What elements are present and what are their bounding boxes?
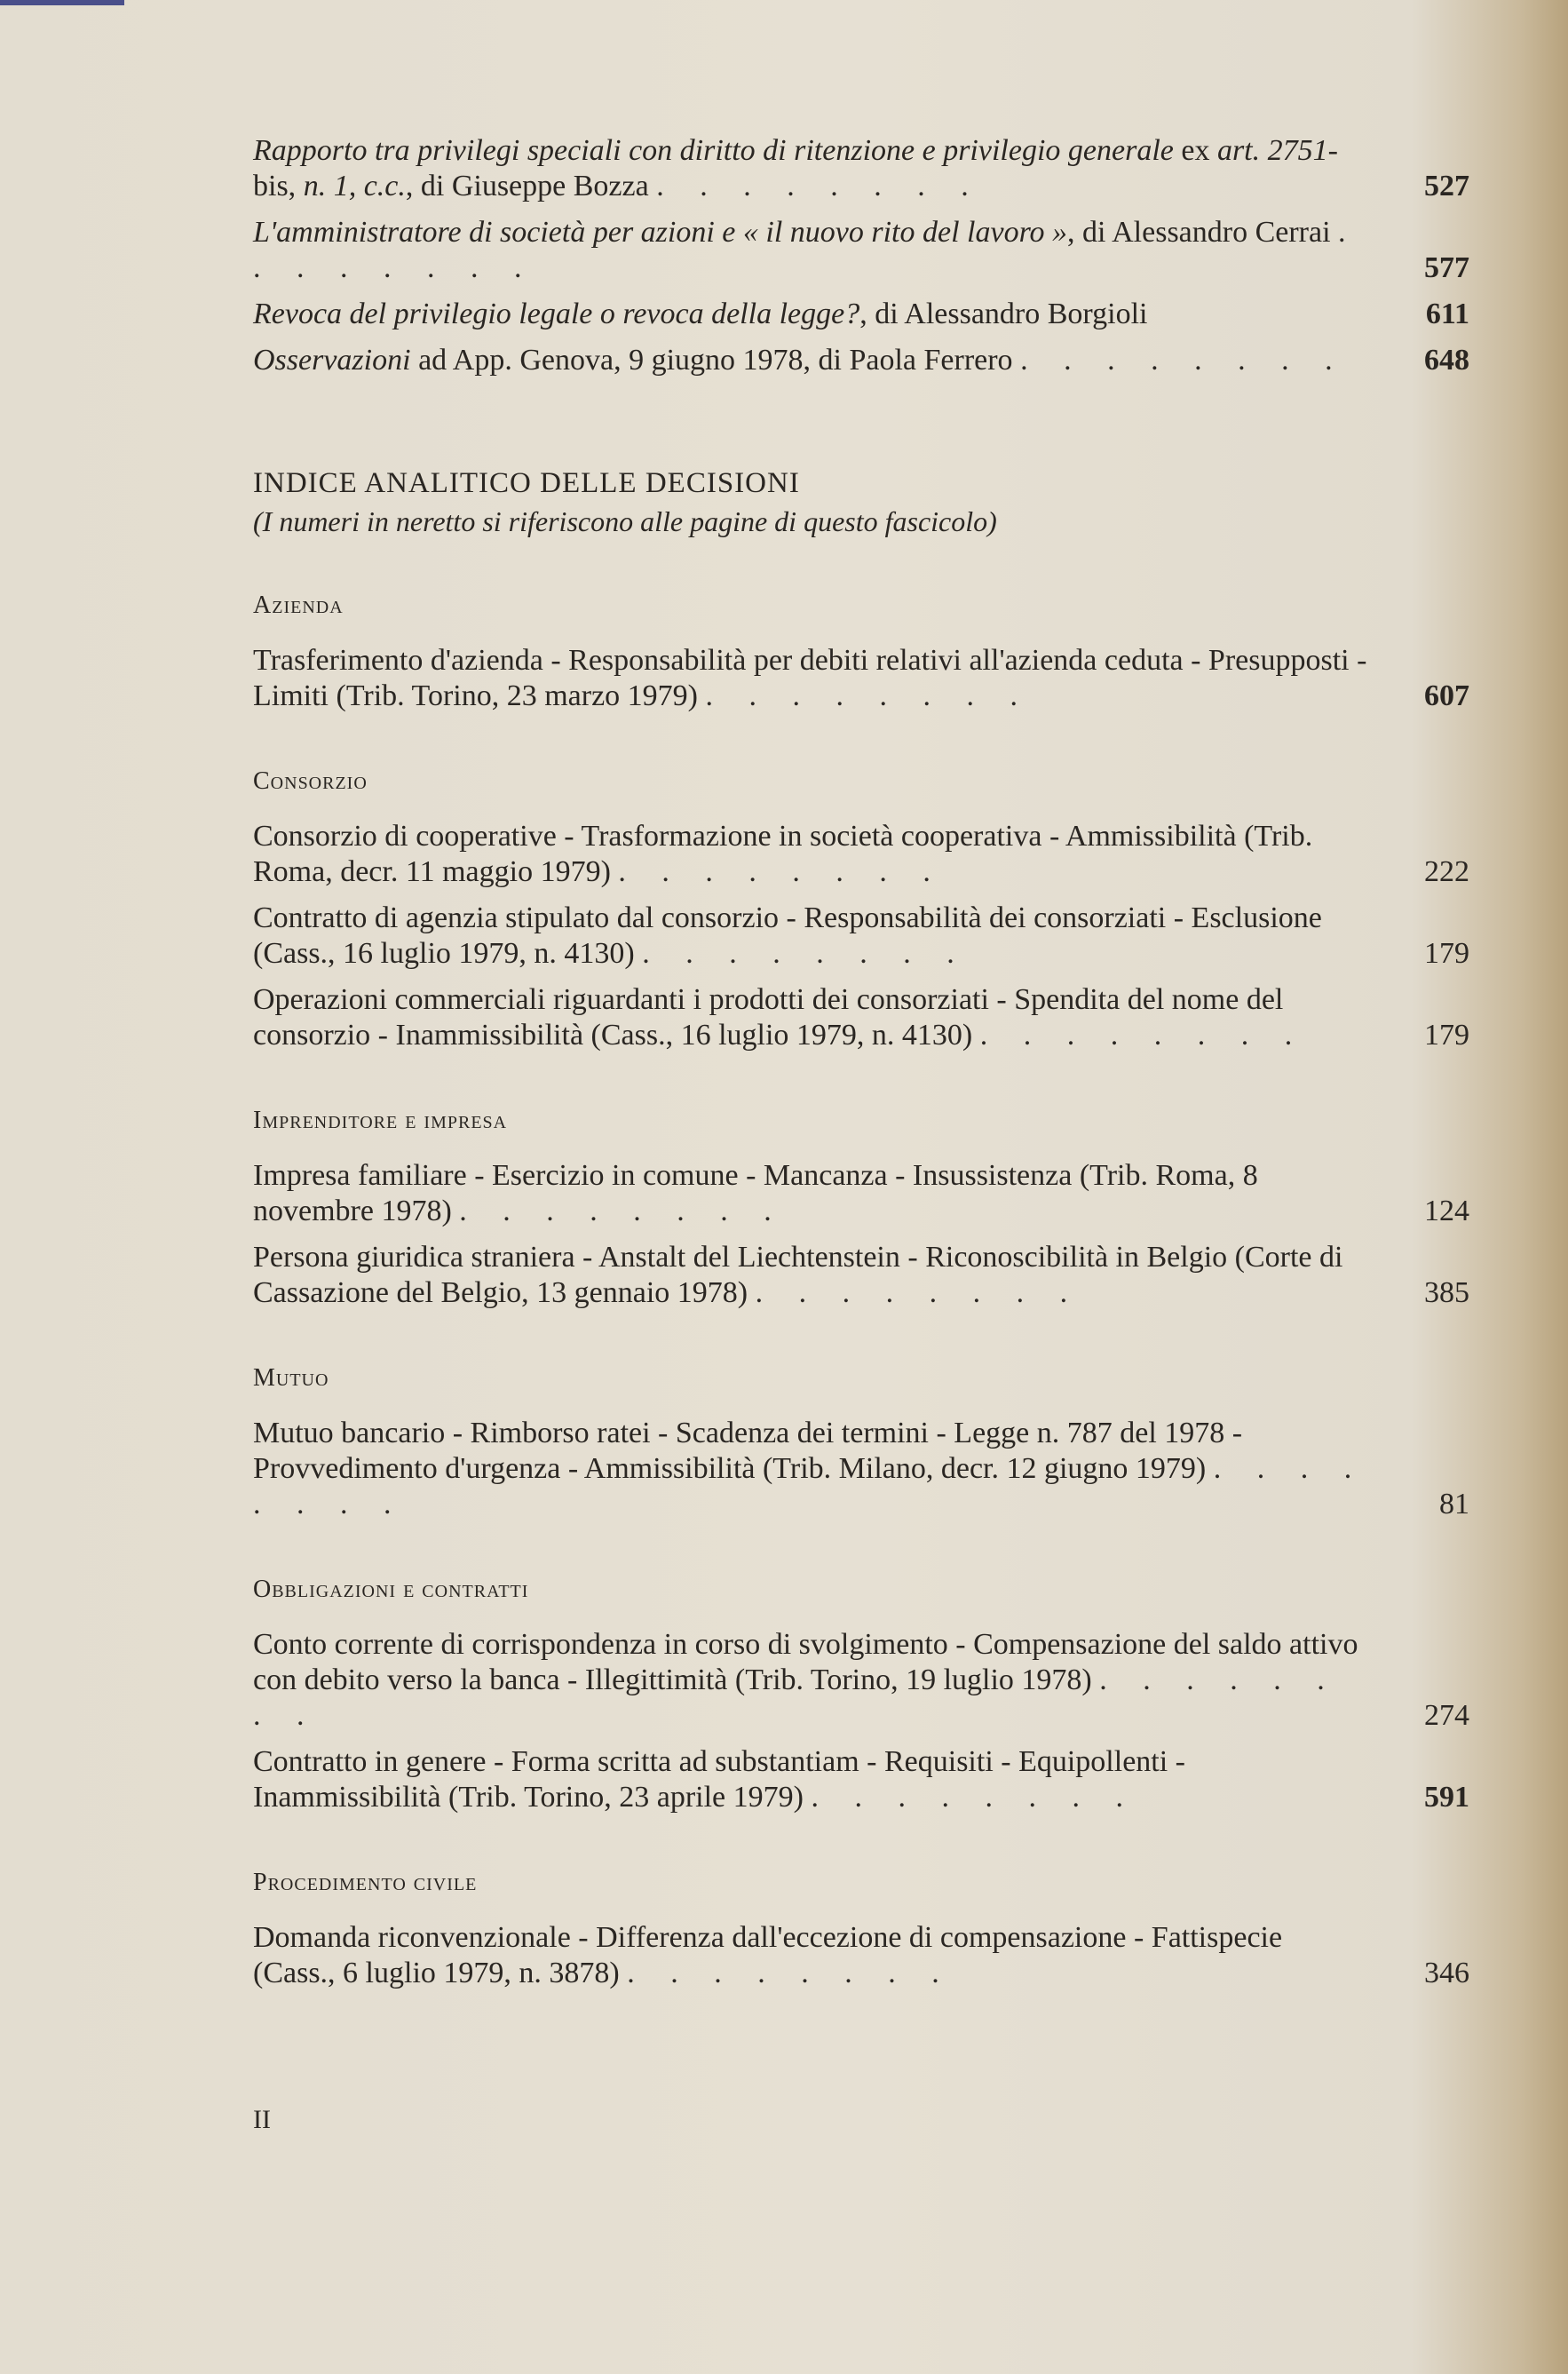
leader-dots: . . . . . . . . bbox=[705, 679, 1032, 712]
leader-dots: . . . . . . . . bbox=[253, 1663, 1339, 1732]
index-entry bbox=[253, 1158, 1469, 1229]
leader-dots: . . . . . . . . bbox=[755, 1276, 1082, 1309]
articles-list bbox=[253, 133, 1469, 378]
entry-text bbox=[253, 1920, 1372, 1991]
entry-description: Impresa familiare - Esercizio in comune - Mancanza - Insussistenza (Trib. Roma, 8 novembre 1978) bbox=[253, 1159, 1258, 1227]
article-page: 648 bbox=[1424, 344, 1469, 377]
leader-dots: . . . . . . . . bbox=[627, 1957, 954, 1989]
entry-page: 346 bbox=[1424, 1957, 1469, 1989]
leader-dots: . . . . . . . . bbox=[642, 937, 969, 970]
page-number: II bbox=[253, 2105, 271, 2134]
entry-page: 179 bbox=[1424, 937, 1469, 970]
entry-description: Trasferimento d'azienda - Responsabilità per debiti relativi all'azienda ceduta - Presupposti - Limiti (Trib. Torino, 23 marzo 1979) bbox=[253, 644, 1367, 712]
section-heading: Azienda bbox=[253, 592, 344, 619]
index-entry bbox=[253, 1744, 1469, 1815]
article-text: Revoca del privilegio legale o revoca della legge?, di Alessandro Borgioli bbox=[253, 298, 1148, 330]
entry-page: 591 bbox=[1424, 1781, 1469, 1814]
entry-description: Domanda riconvenzionale - Differenza dall'eccezione di compensazione - Fattispecie (Cass., 6 luglio 1979, n. 3878) bbox=[253, 1921, 1283, 1989]
index-entry bbox=[253, 1627, 1469, 1734]
entry-page: 607 bbox=[1424, 679, 1469, 712]
index-entry bbox=[253, 819, 1469, 890]
section-heading: Imprenditore e impresa bbox=[253, 1107, 508, 1134]
section-heading: Procedimento civile bbox=[253, 1869, 478, 1896]
article-text: Osservazioni ad App. Genova, 9 giugno 1978, di Paola Ferrero . . . . . . . . bbox=[253, 344, 1347, 377]
leader-dots: . . . . . . . . bbox=[811, 1781, 1137, 1814]
entry-page: 124 bbox=[1424, 1195, 1469, 1227]
entry-text bbox=[253, 643, 1372, 714]
article-text: L'amministratore di società per azioni e « il nuovo rito del lavoro », di Alessandro Cerrai . . . . . . . . bbox=[253, 216, 1360, 284]
entry-description: Operazioni commerciali riguardanti i prodotti dei consorziati - Spendita del nome del consorzio - Inammissibilità (Cass., 16 luglio 1979, n. 4130) bbox=[253, 983, 1284, 1052]
section-heading: Obbligazioni e contratti bbox=[253, 1576, 529, 1603]
entry-text bbox=[253, 819, 1372, 890]
leader-dots: . . . . . . . . bbox=[459, 1195, 786, 1227]
entry-text bbox=[253, 982, 1372, 1053]
top-edge-mark bbox=[0, 0, 124, 5]
index-title: INDICE ANALITICO DELLE DECISIONI bbox=[253, 467, 800, 499]
entry-page: 81 bbox=[1439, 1488, 1469, 1520]
entry-text bbox=[253, 1158, 1372, 1229]
section-heading: Mutuo bbox=[253, 1364, 329, 1392]
article-text: Rapporto tra privilegi speciali con diritto di ritenzione e privilegio generale ex art. 2751-bis, n. 1, c.c., di Giuseppe Bozza . . . . . . . . bbox=[253, 134, 1338, 202]
entry-page: 222 bbox=[1424, 855, 1469, 888]
entry-text bbox=[253, 1416, 1372, 1522]
entry-text bbox=[253, 901, 1372, 972]
entry-text bbox=[253, 1240, 1372, 1311]
index-sections bbox=[253, 592, 1469, 1991]
article-entry bbox=[253, 133, 1469, 204]
article-entry bbox=[253, 297, 1469, 332]
leader-dots: . . . . . . . . bbox=[618, 855, 945, 888]
index-entry bbox=[253, 901, 1469, 972]
entry-page: 179 bbox=[1424, 1019, 1469, 1052]
index-entry bbox=[253, 982, 1469, 1053]
entry-page: 274 bbox=[1424, 1699, 1469, 1732]
entry-text bbox=[253, 1744, 1372, 1815]
entry-description: Contratto in genere - Forma scritta ad substantiam - Requisiti - Equipollenti - Inammissibilità (Trib. Torino, 23 aprile 1979) bbox=[253, 1745, 1185, 1814]
entry-description: Contratto di agenzia stipulato dal consorzio - Responsabilità dei consorziati - Esclusione (Cass., 16 luglio 1979, n. 4130) bbox=[253, 901, 1322, 970]
article-page: 527 bbox=[1424, 170, 1469, 202]
index-entry bbox=[253, 1240, 1469, 1311]
leader-dots: . . . . . . . . bbox=[253, 1452, 1366, 1520]
article-page: 577 bbox=[1424, 251, 1469, 284]
entry-description: Conto corrente di corrispondenza in corso di svolgimento - Compensazione del saldo attivo con debito verso la banca - Illegittimità (Trib. Torino, 19 luglio 1978) bbox=[253, 1628, 1358, 1696]
section-heading: Consorzio bbox=[253, 767, 368, 795]
entry-description: Consorzio di cooperative - Trasformazione in società cooperativa - Ammissibilità (Trib. Roma, decr. 11 maggio 1979) bbox=[253, 820, 1313, 888]
entry-page: 385 bbox=[1424, 1276, 1469, 1309]
index-page bbox=[253, 133, 1469, 2002]
index-entry bbox=[253, 1416, 1469, 1522]
article-page: 611 bbox=[1425, 298, 1469, 330]
entry-text bbox=[253, 1627, 1372, 1734]
entry-description: Mutuo bancario - Rimborso ratei - Scadenza dei termini - Legge n. 787 del 1978 - Provvedimento d'urgenza - Ammissibilità (Trib. Milano, decr. 12 giugno 1979) bbox=[253, 1417, 1243, 1485]
index-entry bbox=[253, 1920, 1469, 1991]
leader-dots: . . . . . . . . bbox=[979, 1019, 1307, 1052]
entry-description: Persona giuridica straniera - Anstalt del Liechtenstein - Riconoscibilità in Belgio (Corte di Cassazione del Belgio, 13 gennaio 1978) bbox=[253, 1241, 1343, 1309]
article-entry bbox=[253, 343, 1469, 378]
index-entry bbox=[253, 643, 1469, 714]
article-entry bbox=[253, 215, 1469, 286]
index-subtitle: (I numeri in neretto si riferiscono alle pagine di questo fascicolo) bbox=[253, 505, 997, 537]
